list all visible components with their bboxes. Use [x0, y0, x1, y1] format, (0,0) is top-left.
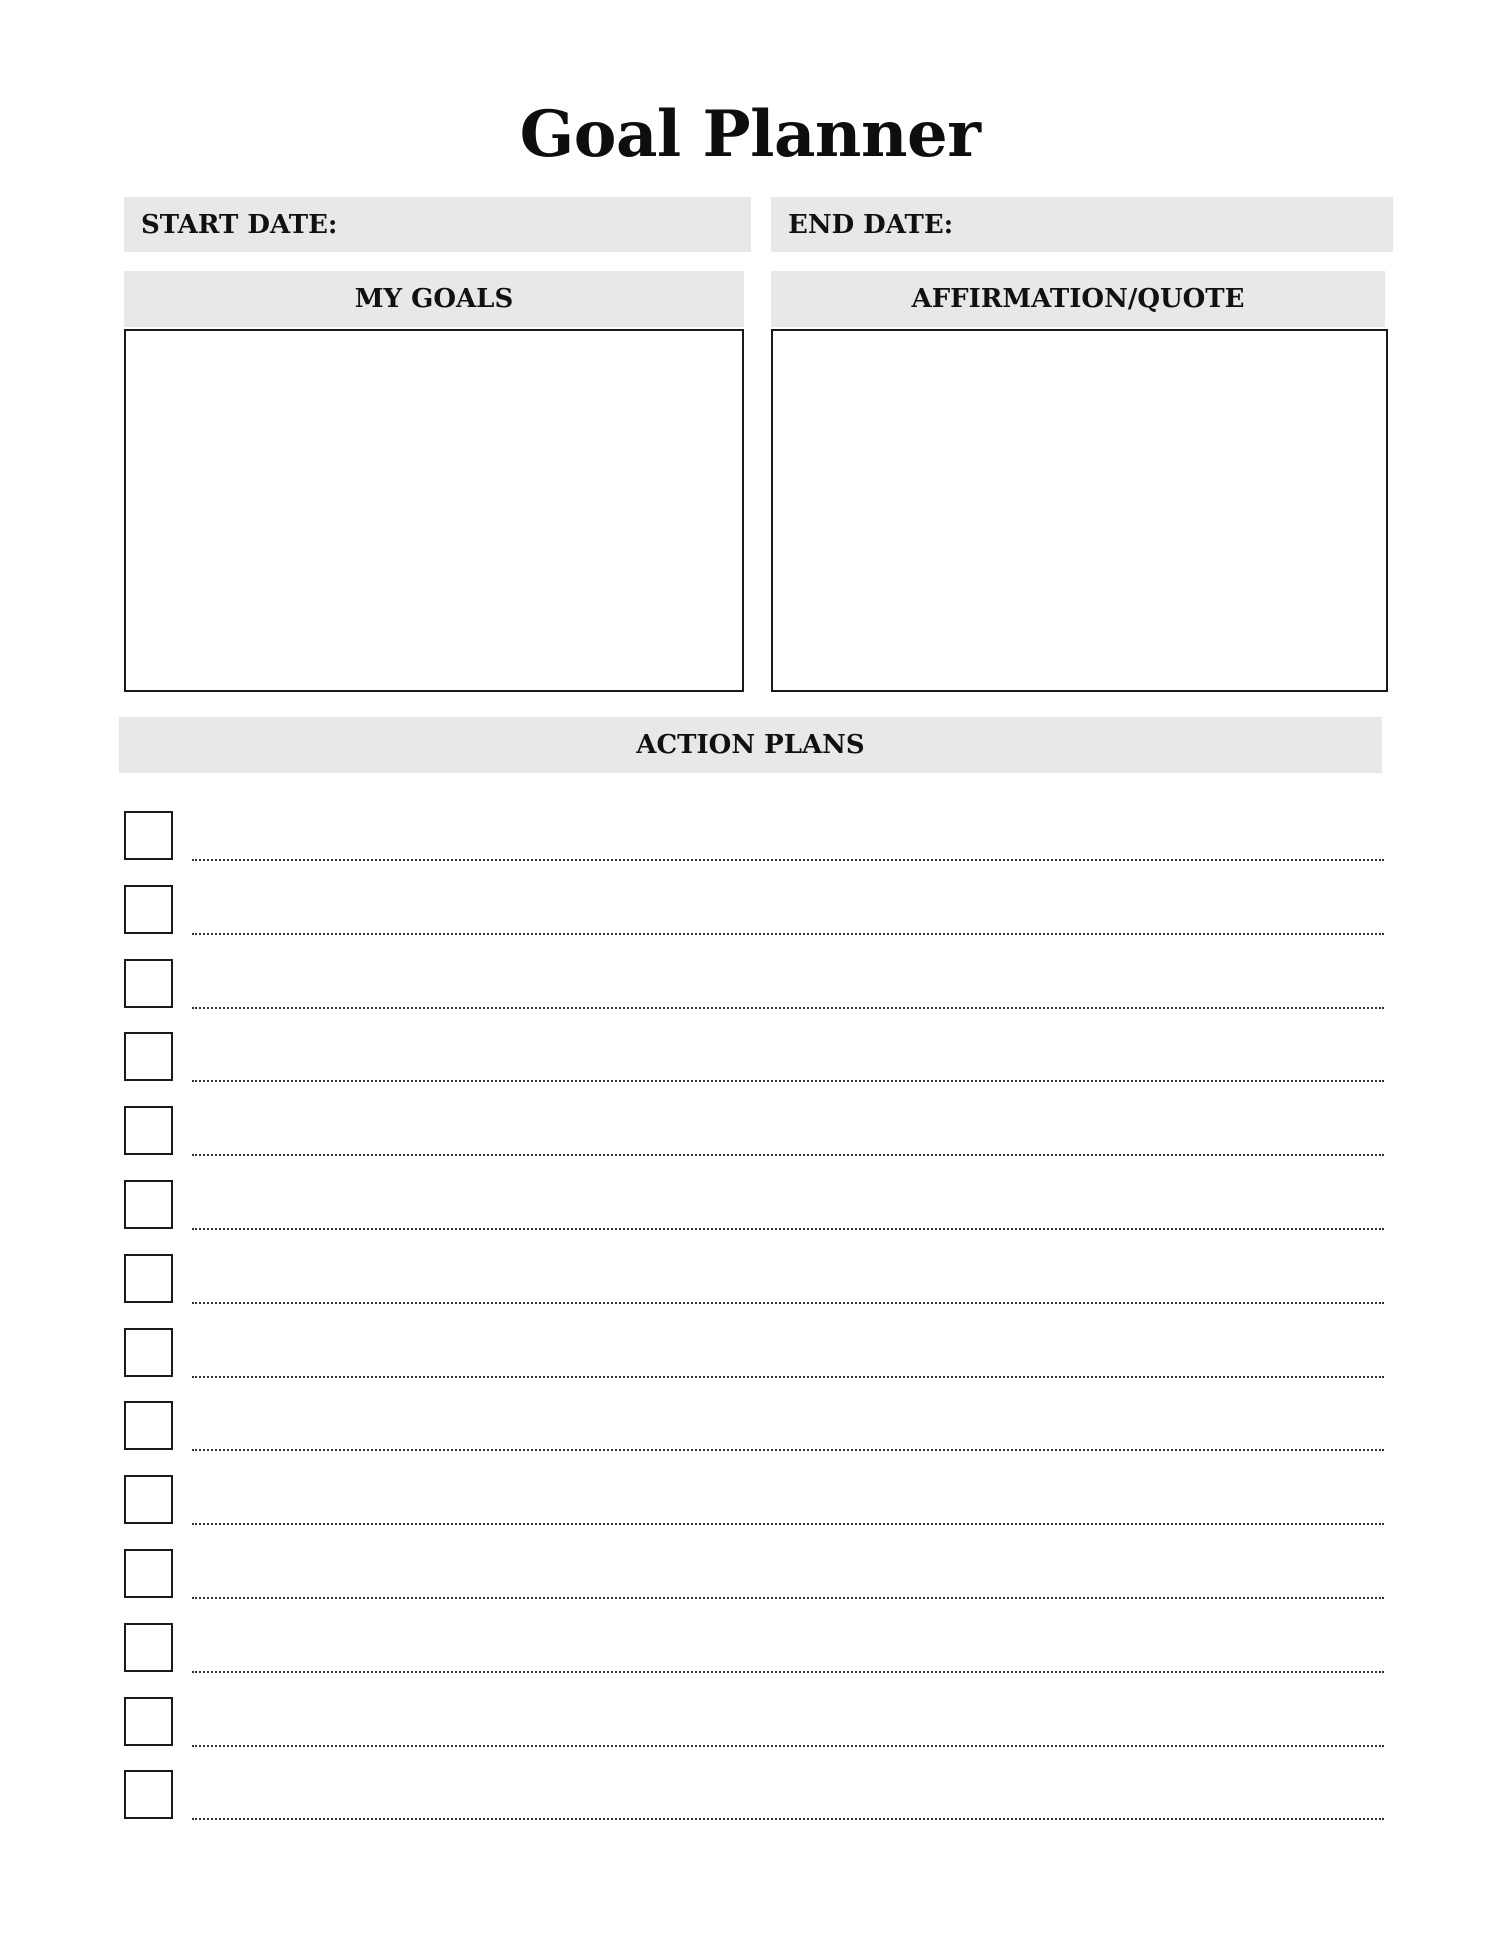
- action-plan-line[interactable]: [192, 859, 1384, 861]
- action-plan-row: [124, 1770, 1384, 1844]
- action-plan-row: [124, 1106, 1384, 1180]
- action-plan-line[interactable]: [192, 1154, 1384, 1156]
- action-plan-checkbox[interactable]: [124, 811, 173, 860]
- action-plan-checkbox[interactable]: [124, 1697, 173, 1746]
- start-date-label: START DATE:: [141, 209, 338, 240]
- action-plan-line[interactable]: [192, 1302, 1384, 1304]
- start-date-field[interactable]: [124, 197, 751, 252]
- action-plan-row: [124, 1549, 1384, 1623]
- action-plans-list: [124, 811, 1384, 1844]
- end-date-field[interactable]: [771, 197, 1393, 252]
- action-plan-row: [124, 811, 1384, 885]
- action-plan-checkbox[interactable]: [124, 1475, 173, 1524]
- action-plan-checkbox[interactable]: [124, 1032, 173, 1081]
- action-plan-row: [124, 885, 1384, 959]
- action-plan-checkbox[interactable]: [124, 1623, 173, 1672]
- action-plan-checkbox[interactable]: [124, 1328, 173, 1377]
- action-plans-label: ACTION PLANS: [636, 730, 865, 760]
- action-plan-checkbox[interactable]: [124, 1770, 173, 1819]
- affirmation-quote-header: [771, 271, 1385, 327]
- action-plan-checkbox[interactable]: [124, 1549, 173, 1598]
- action-plans-header: [119, 717, 1382, 773]
- action-plan-row: [124, 1623, 1384, 1697]
- action-plan-row: [124, 1401, 1384, 1475]
- action-plan-row: [124, 959, 1384, 1033]
- page-title: Goal Planner: [519, 97, 981, 172]
- action-plan-row: [124, 1032, 1384, 1106]
- action-plan-line[interactable]: [192, 1376, 1384, 1378]
- action-plan-checkbox[interactable]: [124, 1180, 173, 1229]
- action-plan-line[interactable]: [192, 1080, 1384, 1082]
- action-plan-line[interactable]: [192, 1228, 1384, 1230]
- action-plan-line[interactable]: [192, 1745, 1384, 1747]
- action-plan-line[interactable]: [192, 1818, 1384, 1820]
- action-plan-checkbox[interactable]: [124, 1106, 173, 1155]
- end-date-label: END DATE:: [788, 209, 954, 240]
- my-goals-header: [124, 271, 744, 327]
- my-goals-label: MY GOALS: [354, 284, 514, 314]
- action-plan-line[interactable]: [192, 933, 1384, 935]
- action-plan-row: [124, 1475, 1384, 1549]
- action-plan-row: [124, 1697, 1384, 1771]
- action-plan-line[interactable]: [192, 1597, 1384, 1599]
- action-plan-row: [124, 1180, 1384, 1254]
- action-plan-row: [124, 1328, 1384, 1402]
- affirmation-quote-box[interactable]: [771, 329, 1388, 692]
- action-plan-checkbox[interactable]: [124, 1401, 173, 1450]
- affirmation-quote-label: AFFIRMATION/QUOTE: [911, 284, 1245, 314]
- action-plan-line[interactable]: [192, 1007, 1384, 1009]
- action-plan-checkbox[interactable]: [124, 885, 173, 934]
- action-plan-line[interactable]: [192, 1449, 1384, 1451]
- action-plan-row: [124, 1254, 1384, 1328]
- action-plan-line[interactable]: [192, 1523, 1384, 1525]
- action-plan-checkbox[interactable]: [124, 959, 173, 1008]
- my-goals-box[interactable]: [124, 329, 744, 692]
- action-plan-line[interactable]: [192, 1671, 1384, 1673]
- action-plan-checkbox[interactable]: [124, 1254, 173, 1303]
